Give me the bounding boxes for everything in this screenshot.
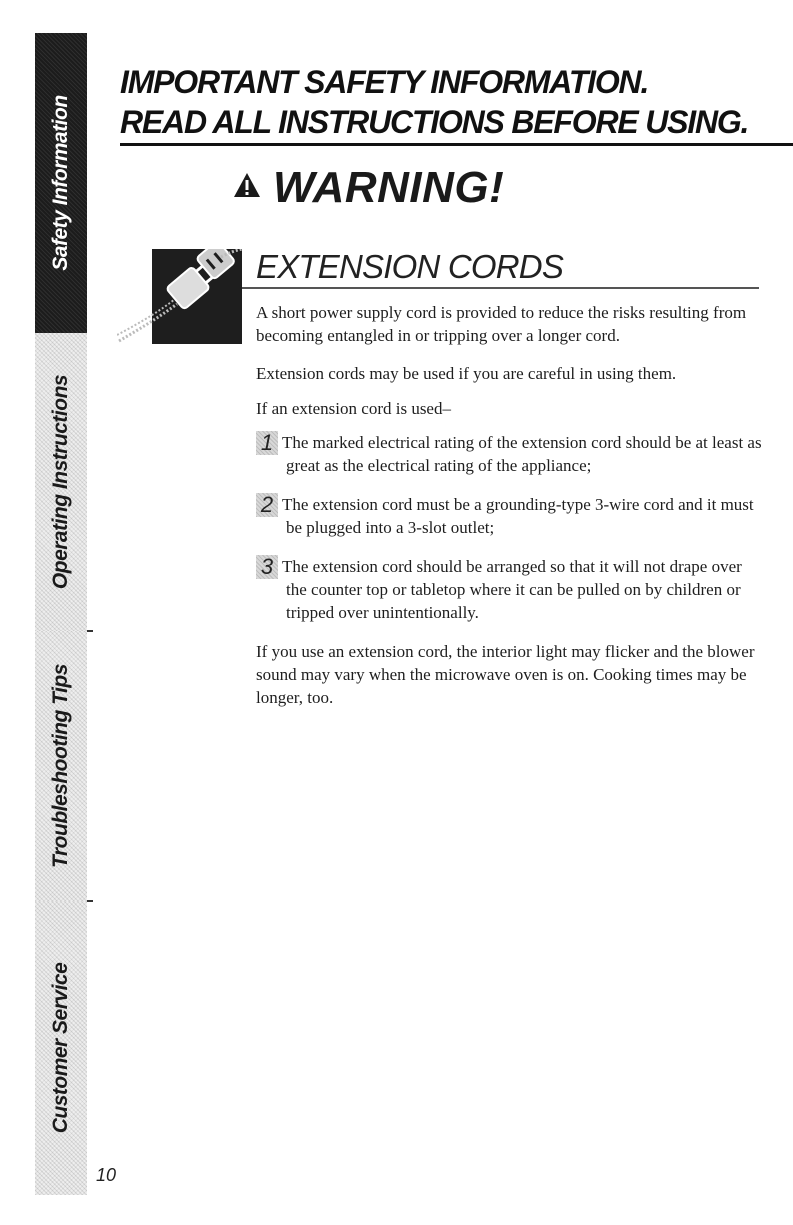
list-item-text: The extension cord must be a grounding-type 3-wire cord and it must be plugged into a 3-slot outlet; xyxy=(282,495,754,537)
list-item xyxy=(256,555,766,624)
list-item xyxy=(256,493,766,539)
list-item xyxy=(256,431,766,477)
warning-heading xyxy=(233,163,505,212)
tab-troubleshooting-tips[interactable] xyxy=(35,631,87,901)
list-item-text: The extension cord should be arranged so that it will not drape over the counter top or tabletop where it can be pulled on by children or tripped over unintentionally. xyxy=(282,557,742,622)
page-number: 10 xyxy=(96,1165,117,1185)
tab-operating-instructions[interactable] xyxy=(35,333,87,631)
extension-cord-plug-icon xyxy=(117,249,242,344)
list-number: 1 xyxy=(256,431,278,455)
section-heading: EXTENSION CORDS xyxy=(256,248,564,285)
section-rule xyxy=(242,287,759,289)
list-number: 2 xyxy=(256,493,278,517)
header-title-line-2: READ ALL INSTRUCTIONS BEFORE USING. xyxy=(120,104,749,140)
tab-divider xyxy=(87,900,93,902)
condition-paragraph: If an extension cord is used– xyxy=(256,399,451,418)
intro-paragraph: A short power supply cord is provided to reduce the risks resulting from becoming entangled in or tripping over a longer cord. xyxy=(256,303,747,345)
tab-label: Operating Instructions xyxy=(49,374,72,590)
warning-triangle-icon xyxy=(233,172,261,198)
tab-label: Customer Service xyxy=(49,962,72,1134)
header-title-line-1: IMPORTANT SAFETY INFORMATION. xyxy=(120,64,649,100)
header-rule xyxy=(120,143,793,146)
list-number: 3 xyxy=(256,555,278,579)
usage-paragraph: Extension cords may be used if you are careful in using them. xyxy=(256,364,677,383)
closing-paragraph: If you use an extension cord, the interior light may flicker and the blower sound may vary when the microwave oven is on. Cooking times may be longer, too. xyxy=(256,642,755,707)
list-item-text: The marked electrical rating of the extension cord should be at least as great as the electrical rating of the appliance; xyxy=(282,433,762,475)
tab-label: Troubleshooting Tips xyxy=(49,664,72,868)
warning-text: WARNING! xyxy=(273,163,505,212)
tab-label: Safety Information xyxy=(49,95,72,271)
tab-safety-information[interactable] xyxy=(35,33,87,333)
tab-divider xyxy=(87,630,93,632)
tab-customer-service[interactable] xyxy=(35,901,87,1195)
